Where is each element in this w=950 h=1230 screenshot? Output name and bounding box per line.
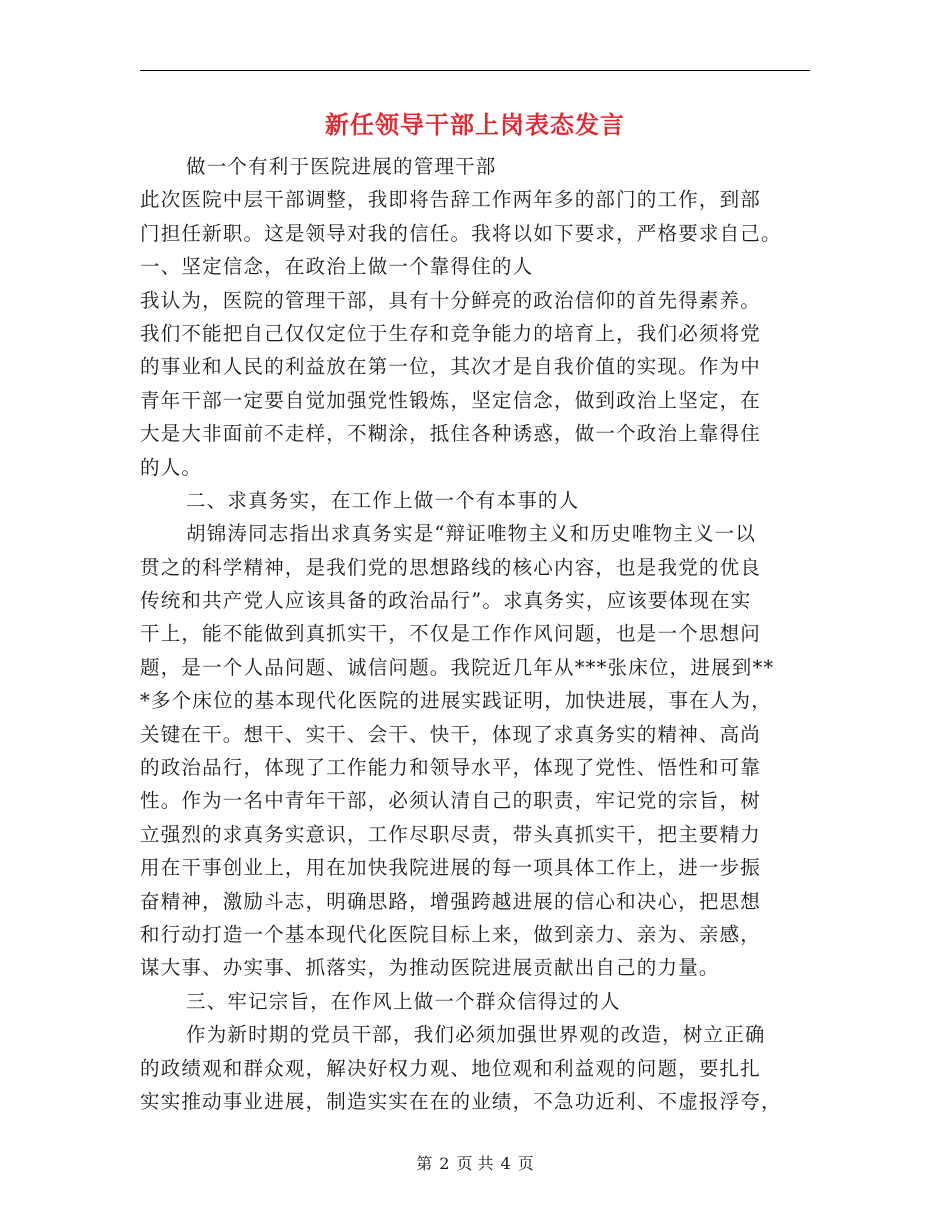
- text-line: 关键在干。想干、实干、会干、快干，体现了求真务实的精神、高尚: [140, 722, 762, 746]
- text-line: 胡锦涛同志指出求真务实是“辩证唯物主义和历史唯物主义一以: [186, 522, 757, 546]
- footer-page-number: 2: [439, 1154, 450, 1173]
- text-line: 门担任新职。这是领导对我的信任。我将以如下要求，严格要求自己。: [140, 221, 782, 245]
- text-line: 此次医院中层干部调整，我即将告辞工作两年多的部门的工作，到部: [140, 188, 762, 212]
- text-line: 贯之的科学精神，是我们党的思想路线的核心内容，也是我党的优良: [140, 555, 762, 579]
- text-line: 我认为，医院的管理干部，具有十分鲜亮的政治信仰的首先得素养。: [140, 288, 762, 312]
- text-line: 作为新时期的党员干部，我们必须加强世界观的改造，树立正确: [186, 1023, 766, 1047]
- header-rule: [140, 70, 810, 71]
- text-line: 一、坚定信念，在政治上做一个靠得住的人: [140, 255, 534, 279]
- text-line: 的政绩观和群众观，解决好权力观、地位观和利益观的问题，要扎扎: [140, 1056, 762, 1080]
- text-line: 的政治品行，体现了工作能力和领导水平，体现了党性、悟性和可靠: [140, 756, 762, 780]
- text-line: 的人。: [140, 455, 203, 479]
- text-line: 做一个有利于医院进展的管理干部: [186, 155, 497, 178]
- text-line: 三、牢记宗旨，在作风上做一个群众信得过的人: [186, 989, 621, 1013]
- text-line: 立强烈的求真务实意识，工作尽职尽责，带头真抓实干，把主要精力: [140, 822, 762, 846]
- text-line: 二、求真务实，在工作上做一个有本事的人: [186, 488, 580, 512]
- text-line: 实实推动事业进展，制造实实在在的业绩，不急功近利、不虚报浮夸，: [140, 1089, 782, 1113]
- text-line: 青年干部一定要自觉加强党性锻炼，坚定信念，做到政治上坚定，在: [140, 388, 762, 412]
- text-line: 奋精神，激励斗志，明确思路，增强跨越进展的信心和决心，把思想: [140, 889, 762, 913]
- text-line: 干上，能不能做到真抓实干，不仅是工作作风问题，也是一个思想问: [140, 622, 762, 646]
- footer-total-pages: 4: [500, 1154, 511, 1173]
- text-line: 的事业和人民的利益放在第一位，其次才是自我价值的实现。作为中: [140, 355, 762, 379]
- text-line: 大是大非面前不走样，不糊涂，抵住各种诱惑，做一个政治上靠得住: [140, 422, 762, 446]
- document-body: [140, 150, 810, 1118]
- text-line: 性。作为一名中青年干部，必须认清自己的职责，牢记党的宗旨，树: [140, 789, 762, 813]
- text-line: 和行动打造一个基本现代化医院目标上来，做到亲力、亲为、亲感，: [140, 922, 762, 946]
- text-line: 传统和共产党人应该具备的政治品行”。求真务实，应该要体现在实: [140, 589, 752, 613]
- text-line: 用在干事创业上，用在加快我院进展的每一项具体工作上，进一步振: [140, 856, 762, 880]
- document-title: 新任领导干部上岗表态发言: [325, 110, 625, 139]
- text-line: 我们不能把自己仅仅定位于生存和竞争能力的培育上，我们必须将党: [140, 321, 762, 345]
- footer-suffix: 页: [517, 1154, 534, 1173]
- page-footer: [0, 1152, 950, 1176]
- footer-mid: 页 共: [456, 1154, 494, 1173]
- text-line: 谋大事、办实事、抓落实，为推动医院进展贡献出自己的力量。: [140, 956, 720, 980]
- footer-prefix: 第: [416, 1154, 433, 1173]
- text-line: 题，是一个人品问题、诚信问题。我院近几年从***张床位，进展到**: [140, 655, 775, 679]
- text-line: *多个床位的基本现代化医院的进展实践证明，加快进展，事在人为，: [140, 689, 772, 713]
